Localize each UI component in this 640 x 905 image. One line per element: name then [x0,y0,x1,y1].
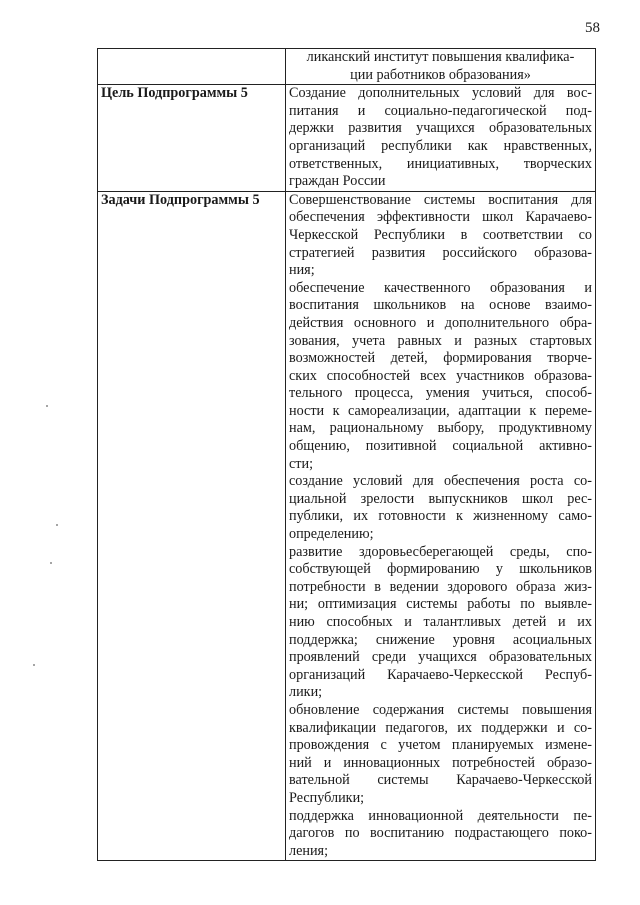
text-line: Создание дополнительных условий для вос- [289,85,592,102]
text-line: создание условий для обеспечения роста со- [289,473,592,490]
text-line: сти; [289,455,314,472]
text-line: стратегией развития российского образова- [289,244,592,261]
scan-mark [46,405,48,407]
table-row [98,191,596,861]
text-line: организаций Карачаево-Черкесской Респуб- [289,666,592,683]
text-line: организаций республики как нравственных, [289,137,592,154]
text-line: ния; [289,262,315,279]
text-line: общению, позитивной социальной активно- [289,438,592,455]
text-line: ни; оптимизация системы работы по выявле- [289,596,592,613]
text-line: питания и социально-педагогической под- [289,102,592,119]
text-line: циальной зрелости выпускников школ рес- [289,490,592,507]
text-line: нам, рациональному выбору, продуктивному [289,420,592,437]
text-line: ления; [289,842,329,859]
row-label [98,49,286,85]
text-line: вательной системы Карачаево-Черкесской [289,772,592,789]
page-number: 58 [585,20,600,36]
text-line: ответственных, инициативных, творческих [289,155,592,172]
text-line: зования, учета равных и разных стартовых [289,332,592,349]
text-line: ности к самореализации, адаптации к переме- [289,402,592,419]
text-line: ний и инновационных потребностей образо- [289,754,592,771]
text-line: ции работников образования» [350,66,531,83]
table-row [98,85,596,192]
text-line: поддержка инновационной деятельности пе- [289,807,592,824]
scan-mark [56,524,58,526]
text-line: ских способностей всех участников образова- [289,367,592,384]
text-line: нию способных и талантливых детей и их [289,614,592,630]
text-line: развитие здоровьесберегающей среды, спо- [289,543,592,560]
table-row [98,49,596,85]
text-line: Совершенствование системы воспитания для [289,191,592,208]
text-line: обеспечения эффективности школ Карачаево- [289,209,592,226]
text-line: Черкесской Республики в соответствии со [289,226,592,243]
row-content [286,49,596,85]
text-line: держки развития учащихся образовательных [289,120,592,137]
text-line: воспитания школьников на основе взаимо- [289,297,592,314]
text-line: квалификации педагогов, их поддержки и со- [289,719,592,736]
row-label: Цель Подпрограммы 5 [98,85,286,192]
row-label: Задачи Подпрограммы 5 [98,191,286,861]
text-line: публики, их готовности к жизненному само- [289,508,592,525]
text-line: ликанский институт повышения квалифика- [306,49,575,65]
text-line: лики; [289,684,323,701]
text-line: провождения с учетом планируемых измене- [289,737,592,754]
text-line: потребности в ведении здорового образа жиз- [289,578,592,595]
text-line: возможностей детей, формирования творче- [289,350,592,367]
row-content [286,191,596,861]
scan-mark [50,562,52,564]
row-content [286,85,596,192]
text-line: Республики; [289,789,365,806]
text-line: граждан России [289,173,386,190]
text-line: поддержка; снижение уровня асоциальных [289,631,592,648]
text-line: действия основного и дополнительного обра- [289,314,592,331]
text-line: собствующей формированию у школьников [289,561,592,578]
subprogram-table [97,48,596,861]
text-line: определению; [289,526,374,543]
text-line: обновление содержания системы повышения [289,701,592,718]
scan-mark [33,664,35,666]
text-line: дагогов по воспитанию подрастающего поко- [289,825,592,842]
text-line: проявлений среди учащихся образовательных [289,649,592,666]
text-line: обеспечение качественного образования и [289,279,592,296]
text-line: тельного процесса, умения учиться, способ- [289,385,592,402]
